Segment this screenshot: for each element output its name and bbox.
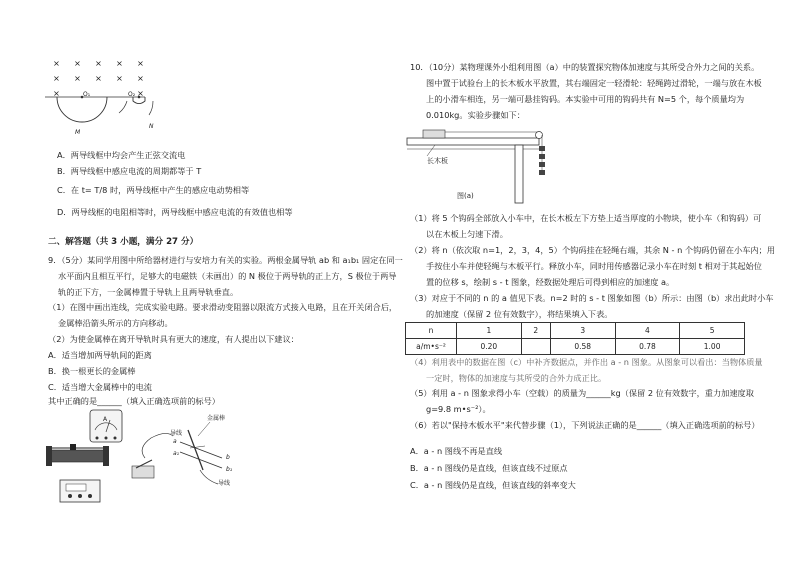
q8-option-b: B．两导线框中感应电流的周期都等于 T [57, 166, 202, 176]
table-row-label: a/m•s⁻² [406, 339, 457, 355]
q10-line: 10．（10分）某物理课外小组利用图（a）中的装置探究物体加速度与其所受合外力之间的关系。 [410, 62, 760, 72]
q9-line: 金属棒沿箭头所示的方向移动。 [58, 318, 173, 328]
step-line: （2）将 n（依次取 n=1，2，3，4，5）个钩码挂在轻绳右端，其余 N - n 个钩码仍留在小车内；用 [410, 245, 775, 255]
field-cross: × [95, 58, 102, 68]
q9-option-a: A．适当增加两导轨间的距离 [48, 350, 152, 360]
label-n: N [149, 123, 154, 130]
label-m: M [75, 129, 81, 136]
q8-option-a: A．两导线框中均会产生正弦交流电 [57, 150, 186, 160]
q10-option-c: C．a - n 图线仍是直线，但该直线的斜率变大 [410, 480, 576, 490]
q10-option-b: B．a - n 图线仍是直线，但该直线不过原点 [410, 463, 568, 473]
q10-line: 上的小滑车相连，另一端可悬挂钩码。本实验中可用的钩码共有 N=5 个，每个质量均为 [426, 94, 745, 104]
step-line: （3）对应于不同的 n 的 a 值见下表。n=2 时的 s - t 图象如图（b）所示：由图（b）求出此时小车 [410, 293, 774, 303]
figure-a [405, 120, 555, 205]
q10-option-a: A．a - n 图线不再是直线 [410, 446, 503, 456]
field-cross: × [137, 88, 144, 98]
table-header-cell: 4 [615, 323, 680, 339]
wire-label: 导线 [218, 480, 231, 487]
figure-a-caption: 图(a) [457, 192, 474, 200]
rod-label: 金属棒 [207, 415, 226, 422]
q8-option-d: D．两导线框的电阻相等时，两导线框中感应电流的有效值也相等 [57, 207, 293, 217]
q9-answer-line: 其中正确的是______（填入正确选项前的标号） [48, 396, 220, 406]
after-line: 一定时，物体的加速度与其所受的合外力成正比。 [426, 373, 607, 383]
table-cell: 0.78 [615, 339, 680, 355]
q9-option-c: C．适当增大金属棒中的电流 [48, 382, 152, 392]
q10-line: 图中置于试验台上的长木板水平放置，其右端固定一轻滑轮：轻绳跨过滑轮，一端与放在木板 [426, 78, 762, 88]
step-line: 置的位移 s，绘制 s - t 图象，经数据处理后可得到相应的加速度 a。 [426, 277, 675, 287]
table-header-cell: 3 [550, 323, 615, 339]
table-cell: 0.20 [457, 339, 522, 355]
table-row [406, 339, 745, 355]
table-header-cell: 1 [457, 323, 522, 339]
q10-line: 0.010kg。实验步骤如下： [426, 110, 525, 120]
rail-label-a1: a₁ [173, 450, 180, 457]
board-label: 长木板 [427, 157, 448, 165]
q9-line: 9．（5分）某同学用图中所给器材进行与安培力有关的实验。两根金属导轨 ab 和 a₁b₁ 固定在同一 [48, 255, 403, 265]
q8-option-c: C．在 t= T/8 时，两导线框中产生的感应电动势相等 [57, 185, 250, 195]
step-line: （1）将 5 个钩码全部放入小车中，在长木板左下方垫上适当厚度的小物块，使小车（和钩码）可 [410, 213, 762, 223]
after-line: （4）利用表中的数据在图（c）中补齐数据点，并作出 a - n 图象。从图象可以看出：当物体质量 [410, 357, 763, 367]
magnetic-field-figure [45, 55, 155, 140]
field-cross: × [95, 73, 102, 83]
q9-option-b: B．换一根更长的金属棒 [48, 366, 136, 376]
table-header-row [406, 323, 745, 339]
q9-line: 水平面内且相互平行，足够大的电磁铁（未画出）的 N 极位于两导轨的正上方，S 极位于两导 [58, 271, 397, 281]
after-line: （5）利用 a - n 图象求得小车（空载）的质量为______kg（保留 2 位有效数字，重力加速度取 [410, 388, 754, 398]
table-header-cell: 5 [680, 323, 745, 339]
rail-label-a: a [173, 438, 177, 445]
q9-line: （1）在图中画出连线，完成实验电路。要求滑动变阻器以限流方式接入电路，且在开关闭合后， [48, 302, 398, 312]
after-line: g=9.8 m•s⁻²）。 [426, 404, 491, 414]
section-title: 二、解答题（共 3 小题，满分 27 分） [48, 237, 199, 247]
field-cross: × [53, 73, 60, 83]
rail-label-b: b [226, 454, 230, 461]
ammeter-letter: A [103, 416, 108, 423]
after-line: （6）若以"保持木板水平"来代替步骤（1），下列说法正确的是______（填入正确选项前的标号） [410, 420, 760, 430]
table-cell: 0.58 [550, 339, 615, 355]
table-header-cell: n [406, 323, 457, 339]
apparatus-figure [40, 408, 240, 508]
field-cross: × [116, 58, 123, 68]
table-cell: 1.00 [680, 339, 745, 355]
label-o2: O₂ [128, 91, 136, 98]
rail-label-b1: b₁ [226, 466, 233, 473]
field-cross: × [74, 58, 81, 68]
field-cross: × [74, 73, 81, 83]
field-cross: × [137, 73, 144, 83]
field-cross: × [53, 88, 60, 98]
step-line: 手按住小车并使轻绳与木板平行。释放小车，同时用传感器记录小车在时刻 t 相对于其起始位 [426, 261, 762, 271]
field-cross: × [116, 73, 123, 83]
step-line: 以在木板上匀速下滑。 [426, 229, 508, 239]
step-line: 的加速度（保留 2 位有效数字），将结果填入下表。 [426, 309, 613, 319]
q9-line: （2）为使金属棒在离开导轨时具有更大的速度，有人提出以下建议： [48, 334, 299, 344]
q9-line: 轨的正下方，一金属棒置于导轨上且两导轨垂直。 [58, 287, 239, 297]
table-header-cell: 2 [521, 323, 550, 339]
wire-label: 导线 [170, 430, 183, 437]
table-cell-blank[interactable] [521, 339, 550, 355]
field-cross: × [137, 58, 144, 68]
acceleration-table [405, 322, 745, 355]
field-cross: × [53, 58, 60, 68]
label-o1: O₁ [83, 91, 91, 98]
